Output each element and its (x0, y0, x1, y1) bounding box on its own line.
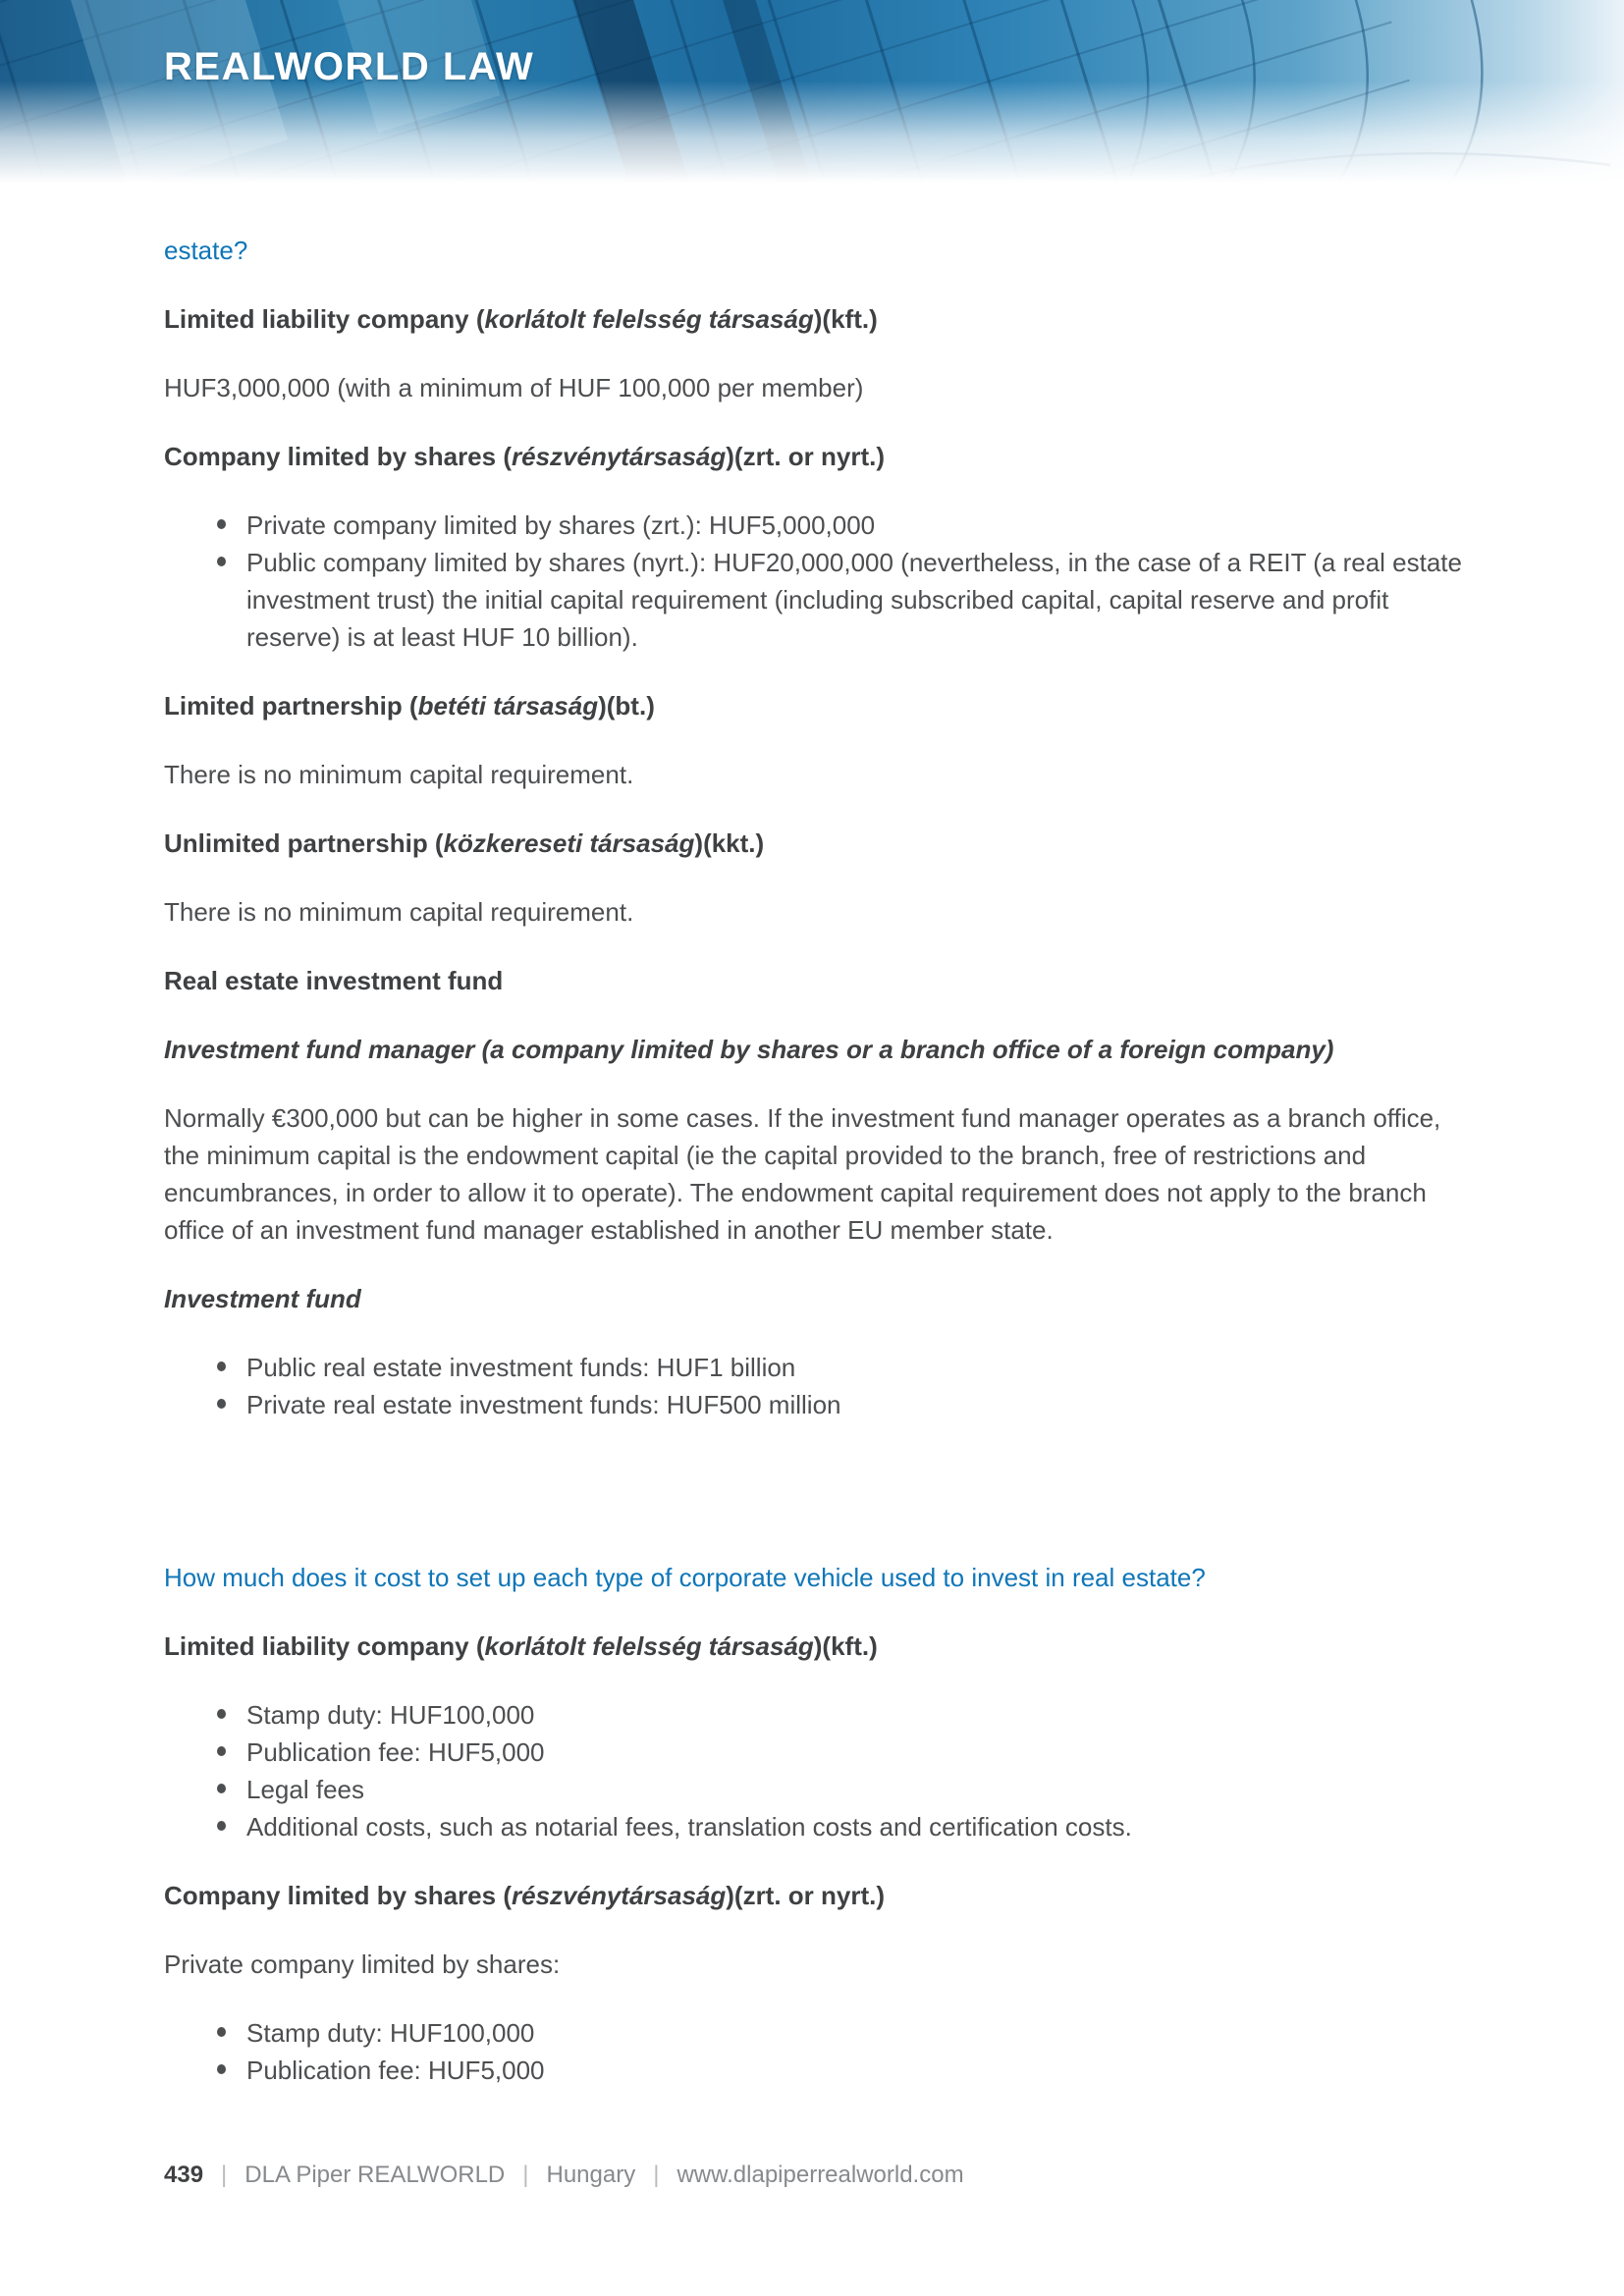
footer-country: Hungary (546, 2162, 636, 2188)
section-heading: Company limited by shares (részvénytársaság)(zrt. or nyrt.) (164, 442, 886, 471)
brand-title: REALWORLD LAW (164, 45, 535, 88)
glass-building-banner-art (0, 0, 1624, 192)
question-heading-tail: estate? (164, 236, 248, 265)
bullet-list (164, 1349, 1467, 1423)
footer-separator: | (653, 2162, 660, 2188)
page-footer (164, 2162, 964, 2189)
sub-heading-italic: Investment fund (164, 1284, 361, 1313)
bullet-item: Public company limited by shares (nyrt.): HUF20,000,000 (nevertheless, in the case of a REIT (a real estate investment trust) the initial capital requirement (including subscribed capital, capital reserve and profit reserve) is at least HUF 10 billion). (164, 544, 1467, 656)
paragraph: HUF3,000,000 (with a minimum of HUF 100,000 per member) (164, 373, 864, 402)
section-heading: Limited partnership (betéti társaság)(bt.) (164, 691, 655, 721)
paragraph: There is no minimum capital requirement. (164, 897, 634, 927)
paragraph: There is no minimum capital requirement. (164, 760, 634, 789)
section-heading: Real estate investment fund (164, 966, 504, 995)
footer-url[interactable]: www.dlapiperrealworld.com (677, 2162, 964, 2188)
sub-heading-italic: Investment fund manager (a company limited by shares or a branch office of a foreign company) (164, 1035, 1334, 1064)
section-heading: Unlimited partnership (közkereseti társaság)(kkt.) (164, 828, 765, 858)
page-header-banner (0, 0, 1624, 192)
bullet-item: Private company limited by shares (zrt.): HUF5,000,000 (164, 507, 1467, 544)
document-body (0, 192, 1624, 2089)
section-heading: Limited liability company (korlátolt felelsség társaság)(kft.) (164, 1631, 878, 1661)
bullet-list (164, 1696, 1467, 1845)
bullet-list (164, 2014, 1467, 2089)
bullet-item: Stamp duty: HUF100,000 (164, 2014, 1467, 2052)
section-heading: Company limited by shares (részvénytársaság)(zrt. or nyrt.) (164, 1881, 886, 1910)
paragraph: Normally €300,000 but can be higher in some cases. If the investment fund manager operates as a branch office, the minimum capital is the endowment capital (ie the capital provided to the branch, free of restrictions and encumbrances, in order to allow it to operate). The endowment capital requirement does not apply to the branch office of an investment fund manager established in another EU member state. (164, 1103, 1441, 1245)
question-heading: How much does it cost to set up each type of corporate vehicle used to invest in real estate? (164, 1563, 1206, 1592)
footer-brand: DLA Piper REALWORLD (244, 2162, 506, 2188)
bullet-item: Publication fee: HUF5,000 (164, 1734, 1467, 1771)
bullet-list (164, 507, 1467, 656)
footer-separator: | (221, 2162, 228, 2188)
page-number: 439 (164, 2162, 204, 2188)
paragraph: Private company limited by shares: (164, 1949, 561, 1979)
bullet-item: Additional costs, such as notarial fees, translation costs and certification costs. (164, 1808, 1467, 1845)
bullet-item: Private real estate investment funds: HUF500 million (164, 1386, 1467, 1423)
bullet-item: Stamp duty: HUF100,000 (164, 1696, 1467, 1734)
bullet-item: Legal fees (164, 1771, 1467, 1808)
section-heading: Limited liability company (korlátolt felelsség társaság)(kft.) (164, 304, 878, 334)
bullet-item: Publication fee: HUF5,000 (164, 2052, 1467, 2089)
footer-separator: | (522, 2162, 529, 2188)
bullet-item: Public real estate investment funds: HUF1 billion (164, 1349, 1467, 1386)
